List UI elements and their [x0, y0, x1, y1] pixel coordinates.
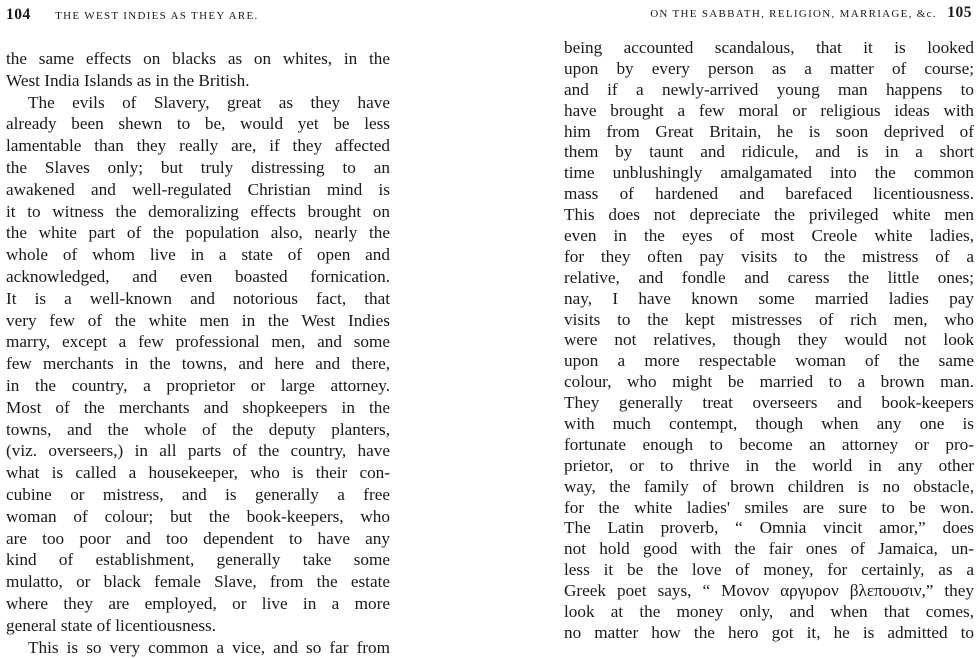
text-line: for they often pay visits to the mistress of a [564, 246, 974, 266]
text-line: the Slaves only; but truly distressing to an [6, 157, 390, 177]
text-line: few merchants in the towns, and here and there, [6, 354, 390, 374]
text-line: The evils of Slavery, great as they have [28, 92, 390, 112]
text-line: woman of colour; but the book-keepers, who [6, 506, 390, 526]
text-line: acknowledged, and even boasted fornication. [6, 266, 390, 286]
text-line: (viz. overseers,) in all parts of the country, have [6, 441, 390, 461]
text-line: fortunate enough to become an attorney or pro- [564, 434, 974, 454]
text-line: him from Great Britain, he is soon deprived of [564, 121, 974, 141]
text-line: are too poor and too dependent to have any [6, 528, 390, 548]
right-running-head [650, 4, 972, 22]
text-line: Greek poet says, “ Μονον αργυρον βλεπουσιν,” they [564, 581, 974, 601]
text-line: way, the family of brown children is no obstacle, [564, 476, 974, 496]
text-line: whole of whom live in a state of open and [6, 245, 390, 265]
text-line: cubine or mistress, and is generally a free [6, 484, 390, 504]
text-line: lamentable than they really are, if they affected [6, 136, 390, 156]
text-line: where they are employed, or live in a more [6, 593, 390, 613]
text-line: It is a well-known and notorious fact, that [6, 288, 390, 308]
text-line: mass of hardened and barefaced licentiousness. [564, 184, 974, 204]
left-running-title: THE WEST INDIES AS THEY ARE. [55, 10, 259, 22]
text-line: This does not depreciate the privileged white men [564, 205, 974, 225]
text-line: less it be the love of money, for certainly, as a [564, 560, 974, 580]
left-page-text [6, 48, 390, 658]
text-line: awakened and well-regulated Christian mind is [6, 179, 390, 199]
page-gutter [400, 0, 560, 636]
text-line: being accounted scandalous, that it is looked [564, 38, 974, 57]
text-line: for the white ladies' smiles are sure to be won. [564, 497, 974, 517]
text-line: look at the money only, and when that comes, [564, 602, 974, 622]
text-line: nay, I have known some married ladies pay [564, 288, 974, 308]
text-line: upon by every person as a matter of course; [564, 58, 974, 78]
text-line: the same effects on blacks as on whites, in the [6, 49, 390, 68]
left-page-number: 104 [6, 6, 31, 23]
text-line: The Latin proverb, “ Omnia vincit amor,” does [564, 518, 974, 538]
text-line: kind of establishment, generally take some [6, 550, 390, 570]
left-page [0, 0, 400, 657]
left-running-head [6, 6, 259, 24]
text-line: upon a more respectable woman of the same [564, 351, 974, 371]
text-line: prietor, or to thrive in the world in any other [564, 455, 974, 475]
right-page-number: 105 [947, 4, 972, 21]
text-line: general state of licentiousness. [6, 615, 217, 635]
text-line: time unblushingly amalgamated into the common [564, 163, 974, 183]
right-running-title: ON THE SABBATH, RELIGION, MARRIAGE, &c. [650, 8, 937, 20]
text-line: visits to the kept mistresses of rich men, who [564, 309, 974, 329]
text-line: them by taunt and ridicule, and is in a short [564, 142, 974, 162]
text-line: and if a newly-arrived young man happens to [564, 79, 974, 99]
text-line: marry, except a few professional men, and some [6, 332, 390, 352]
text-line: very few of the white men in the West Indies [6, 310, 390, 330]
text-line: mulatto, or black female Slave, from the estate [6, 572, 390, 592]
text-line: the white part of the population also, nearly the [6, 223, 390, 243]
text-line: relative, and fondle and caress the little ones; [564, 267, 974, 287]
text-line: no matter how the hero got it, he is admitted to [564, 622, 974, 642]
text-line: even in the eyes of most Creole white ladies, [564, 226, 974, 246]
text-line: Most of the merchants and shopkeepers in the [6, 397, 390, 417]
text-line: not hold good with the fair ones of Jamaica, un- [564, 539, 974, 559]
text-line: in the country, a proprietor or large attorney. [6, 375, 390, 395]
text-line: already been shewn to be, would yet be less [6, 114, 390, 134]
text-line: towns, and the whole of the deputy planters, [6, 419, 390, 439]
text-line: it to witness the demoralizing effects brought on [6, 201, 390, 221]
text-line: They generally treat overseers and book-keepers [564, 393, 974, 413]
right-page [560, 0, 980, 642]
text-line: have brought a few moral or religious ideas with [564, 100, 974, 120]
text-line: with much contempt, though when any one is [564, 414, 974, 434]
text-line: were not relatives, though they would not look [564, 330, 974, 350]
text-line: colour, who might be married to a brown man. [564, 372, 974, 392]
text-line: what is called a housekeeper, who is their con- [6, 463, 390, 483]
right-page-text [564, 38, 974, 644]
text-line: This is so very common a vice, and so far from [28, 637, 390, 657]
text-line: West India Islands as in the British. [6, 70, 250, 90]
